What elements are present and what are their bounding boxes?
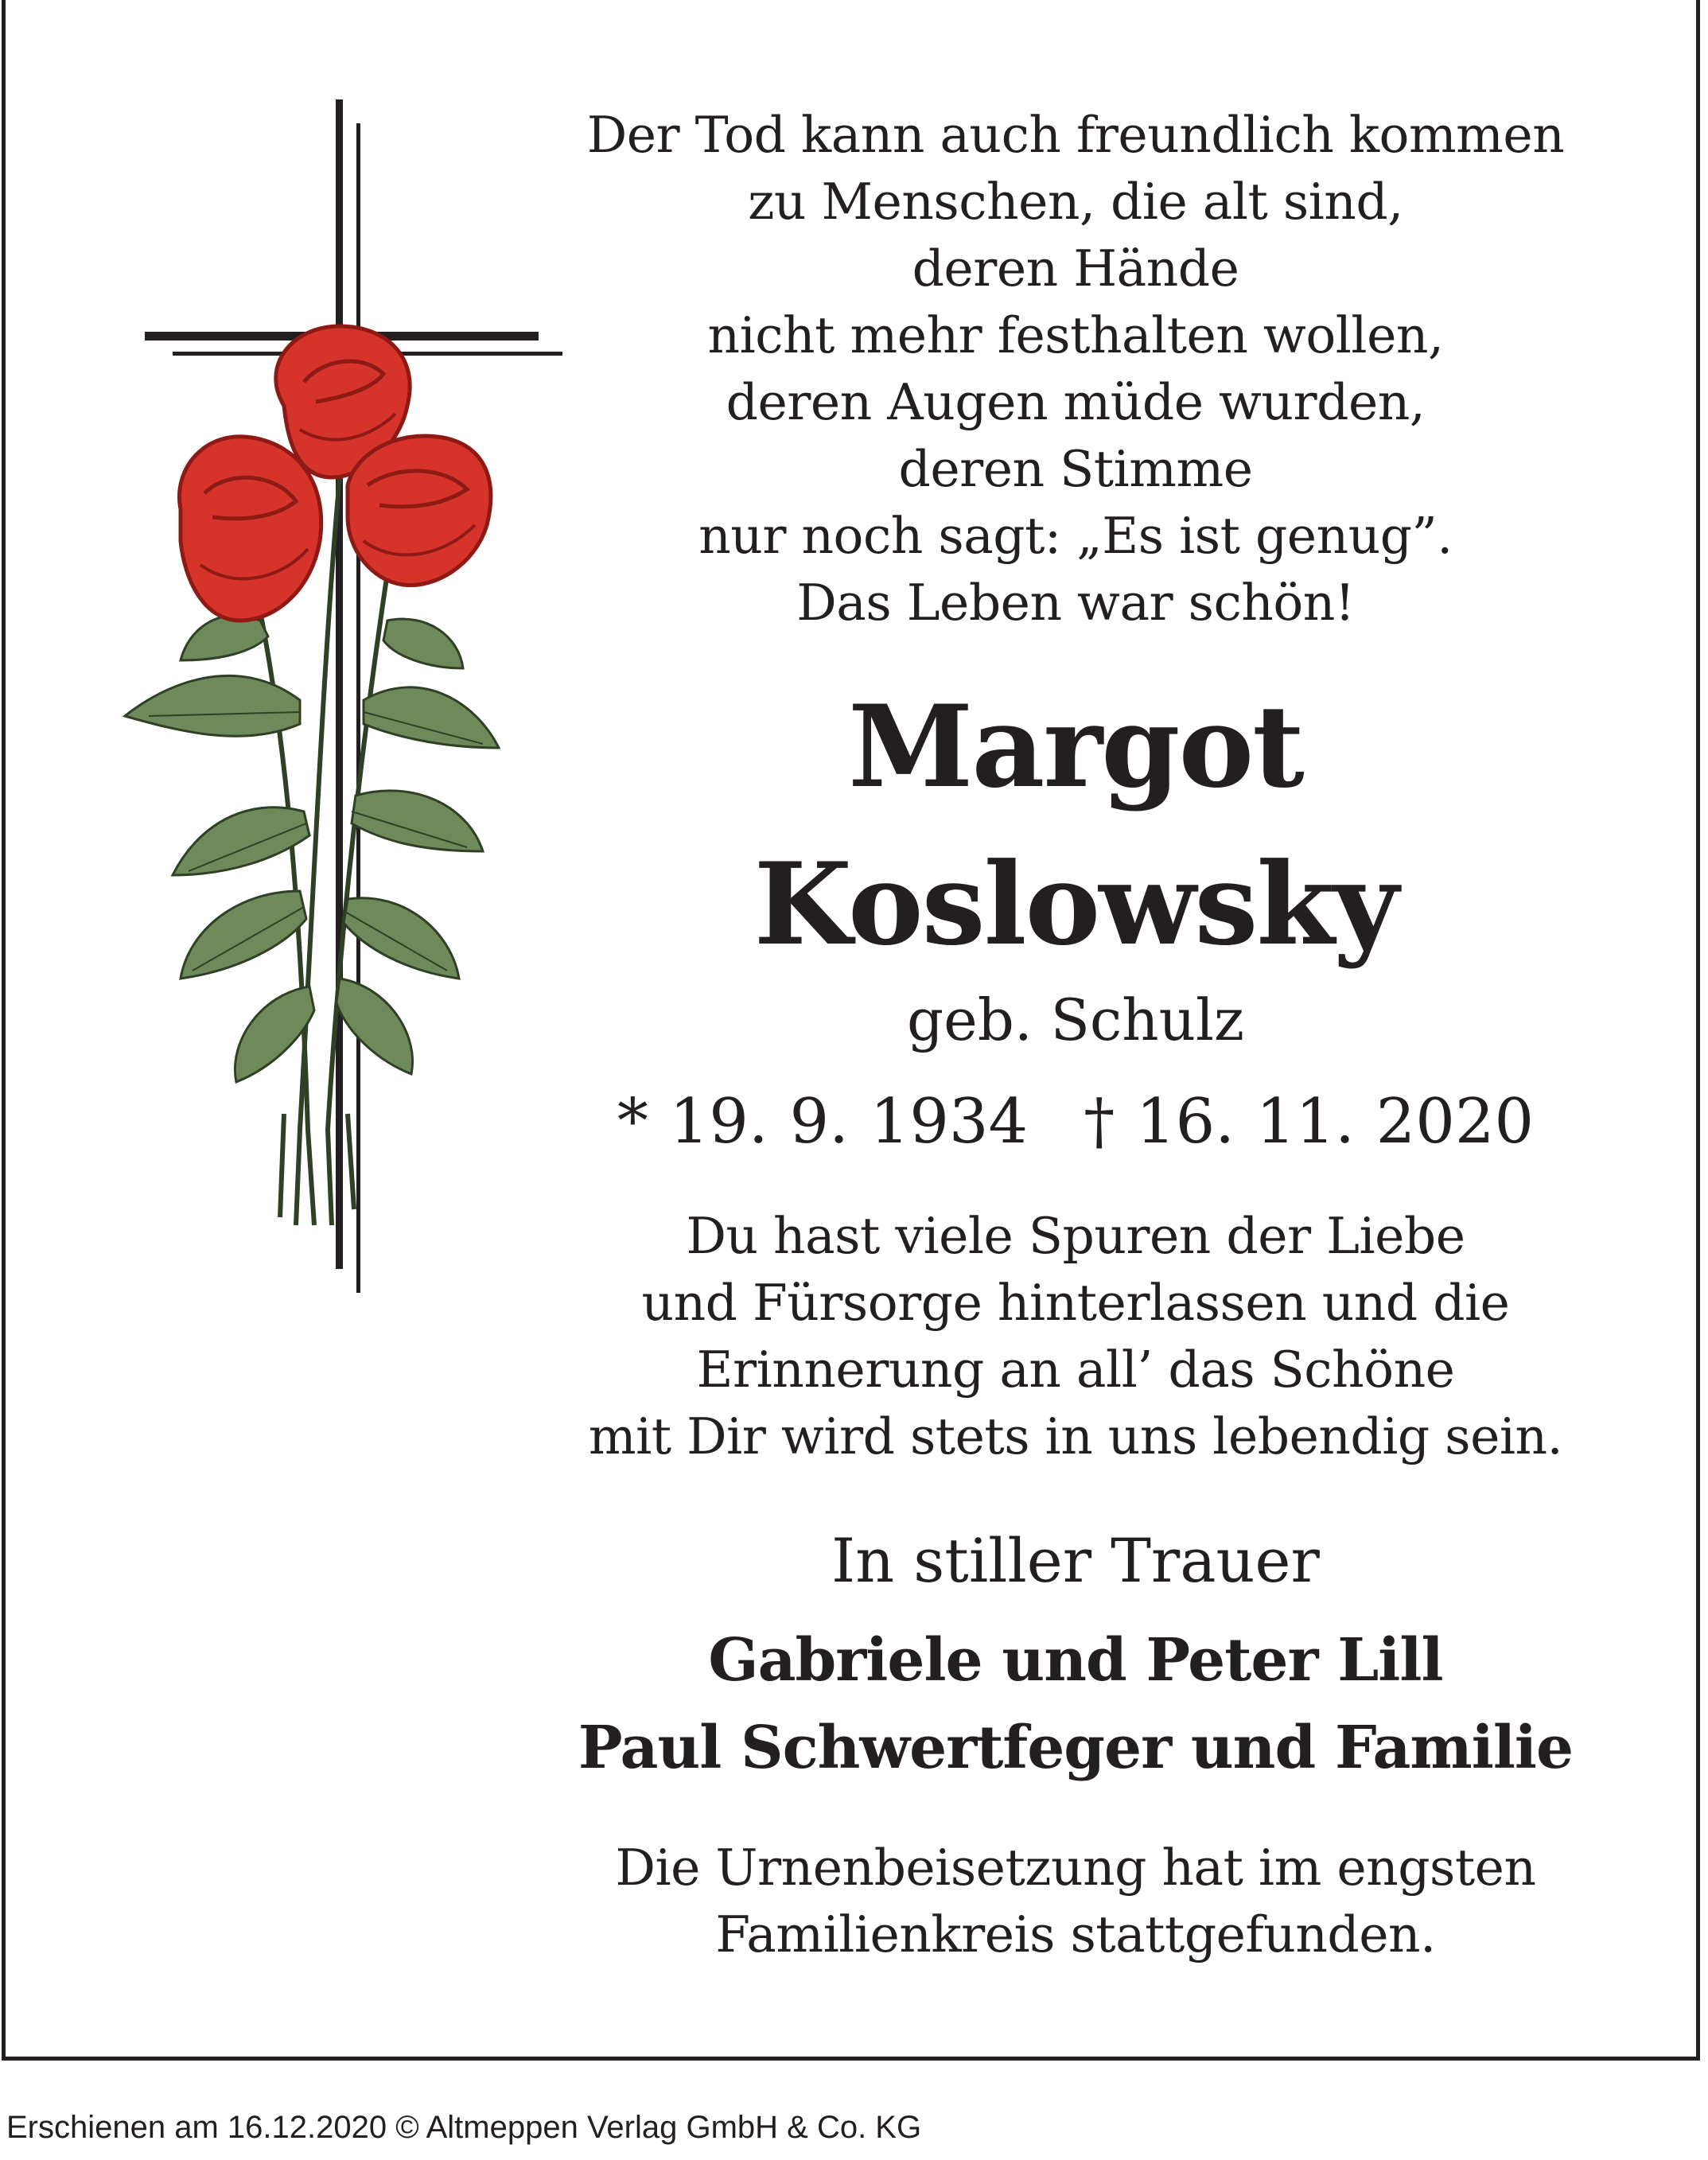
poem-verse: [531, 102, 1620, 636]
cross-with-roses-illustration: [101, 95, 578, 1305]
publication-footer: Erschienen am 16.12.2020 © Altmeppen Verlag GmbH & Co. KG: [6, 2110, 922, 2145]
life-dates: [531, 1082, 1620, 1162]
tribute-text: [531, 1203, 1620, 1470]
poem-line: nicht mehr festhalten wollen,: [707, 306, 1444, 364]
maiden-name: geb. Schulz: [907, 987, 1244, 1053]
last-name: Koslowsky: [753, 839, 1398, 971]
tribute-line: mit Dir wird stets in uns lebendig sein.: [588, 1407, 1563, 1465]
first-name: Margot: [848, 681, 1303, 813]
rose-bouquet-icon: [125, 326, 499, 1225]
mourner-name: Gabriele und Peter Lill: [708, 1626, 1443, 1695]
tribute-line: und Fürsorge hinterlassen und die: [641, 1274, 1510, 1332]
poem-line: Das Leben war schön!: [796, 574, 1355, 632]
poem-line: zu Menschen, die alt sind,: [748, 173, 1403, 231]
poem-line: deren Stimme: [898, 440, 1253, 498]
burial-line: Die Urnenbeisetzung hat im engsten: [615, 1839, 1536, 1897]
rose-right: [348, 436, 491, 585]
poem-line: deren Augen müde wurden,: [726, 373, 1426, 431]
mourning-heading: In stiller Trauer: [831, 1525, 1320, 1596]
birth-date: * 19. 9. 1934: [617, 1086, 1029, 1158]
mourner-name: Paul Schwertfeger und Familie: [578, 1714, 1574, 1782]
burial-note: [531, 1835, 1620, 1968]
obituary-notice: [2, 0, 1700, 2061]
poem-line: deren Hände: [912, 239, 1239, 298]
rose-left: [179, 437, 321, 621]
tribute-line: Du hast viele Spuren der Liebe: [686, 1207, 1465, 1265]
death-date: † 16. 11. 2020: [1084, 1086, 1535, 1158]
deceased-name: [531, 668, 1620, 983]
tribute-line: Erinnerung an all’ das Schöne: [696, 1341, 1455, 1399]
mourners-list: [531, 1617, 1620, 1792]
poem-line: Der Tod kann auch freundlich kommen: [586, 106, 1565, 164]
burial-line: Familienkreis stattgefunden.: [715, 1905, 1436, 1963]
poem-line: nur noch sagt: „Es ist genug”.: [698, 507, 1453, 565]
